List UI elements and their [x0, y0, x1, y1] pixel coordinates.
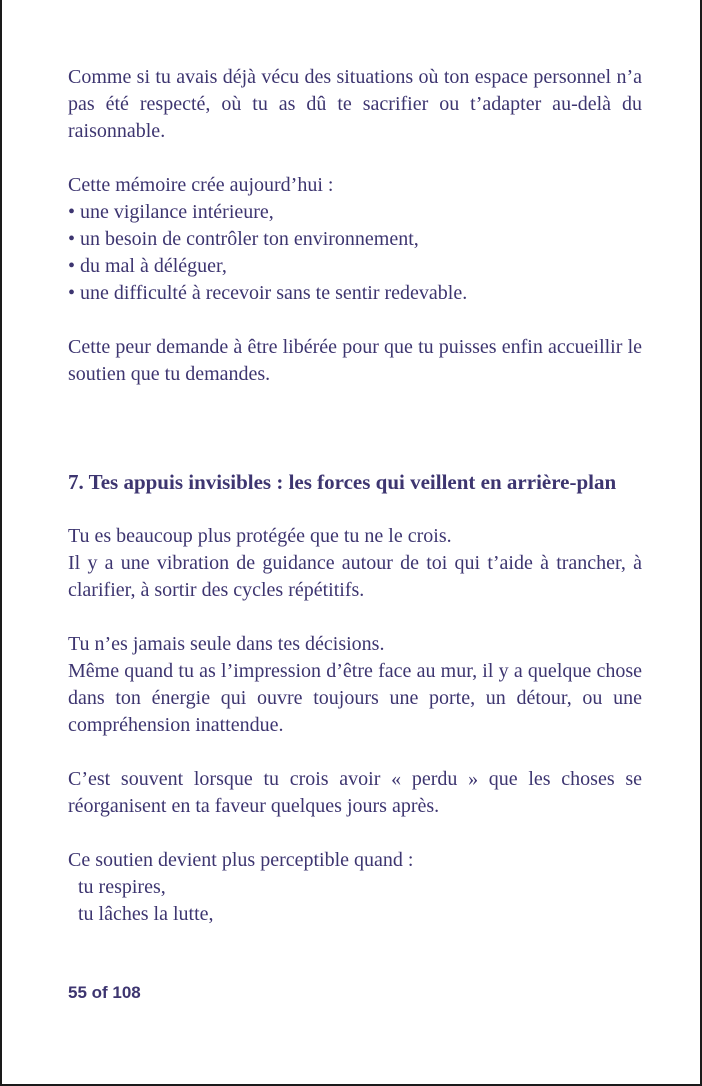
paragraph-protected: Tu es beaucoup plus protégée que tu ne le crois.	[68, 525, 452, 547]
paragraph-facing-wall: Même quand tu as l’impression d’être face au mur, il y a quelque chose dans ton énergie qui ouvre toujours une porte, un détour, ou une compréhension inattendue.	[68, 660, 642, 736]
list-item: • une vigilance intérieure,	[68, 201, 274, 223]
paragraph-fear-release: Cette peur demande à être libérée pour que tu puisses enfin accueillir le soutien que tu demandes.	[68, 336, 642, 385]
paragraph-never-alone: Tu n’es jamais seule dans tes décisions.	[68, 633, 385, 655]
list-item: • une difficulté à recevoir sans te sentir redevable.	[68, 282, 468, 304]
paragraph-reorganize: C’est souvent lorsque tu crois avoir « perdu » que les choses se réorganisent en ta faveur quelques jours après.	[68, 768, 642, 817]
page-content	[68, 64, 642, 928]
list-item: • un besoin de contrôler ton environnement,	[68, 228, 419, 250]
list-item: • du mal à déléguer,	[68, 255, 227, 277]
support-conditions-list	[68, 874, 642, 928]
list-item: tu respires,	[78, 876, 166, 898]
section-heading: 7. Tes appuis invisibles : les forces qui veillent en arrière-plan	[68, 470, 617, 494]
paragraph-guidance: Il y a une vibration de guidance autour de toi qui t’aide à trancher, à clarifier, à sortir des cycles répétitifs.	[68, 552, 642, 601]
page-number: 55 of 108	[68, 983, 141, 1002]
paragraph-past-experiences: Comme si tu avais déjà vécu des situations où ton espace personnel n’a pas été respecté, où tu as dû te sacrifier ou t’adapter au-delà du raisonnable.	[68, 66, 642, 142]
paragraph-memory-intro: Cette mémoire crée aujourd’hui :	[68, 174, 334, 196]
paragraph-support-intro: Ce soutien devient plus perceptible quand :	[68, 849, 414, 871]
memory-effects-list	[68, 199, 642, 307]
list-item: tu lâches la lutte,	[78, 903, 214, 925]
